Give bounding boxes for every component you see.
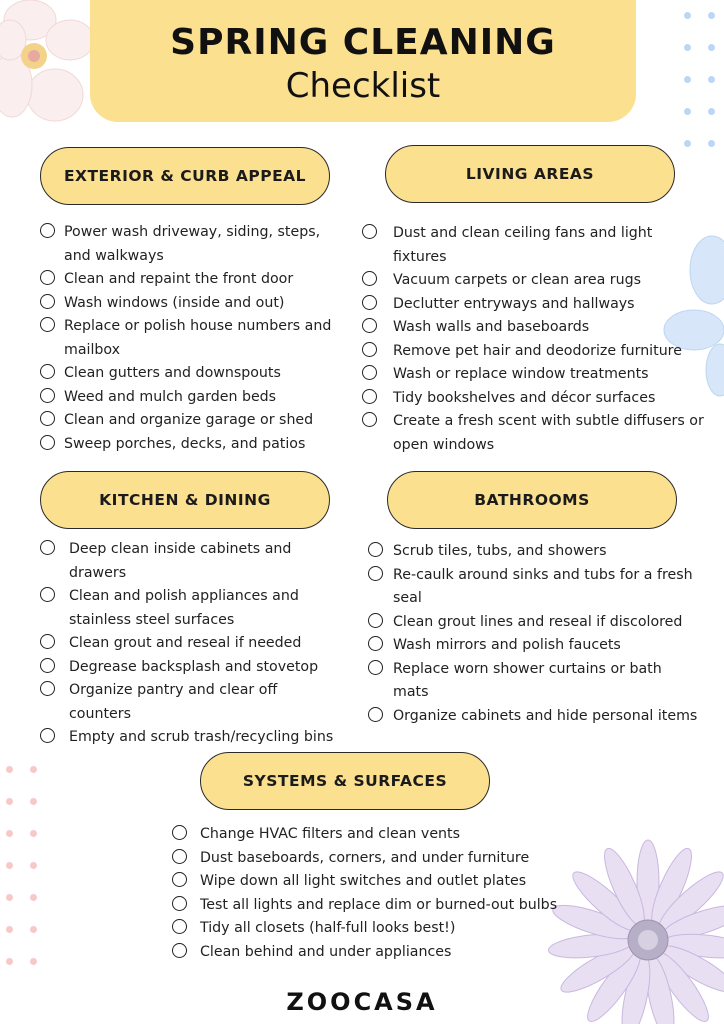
checkbox-circle-icon[interactable] <box>40 388 55 403</box>
checklist-bathrooms <box>368 540 698 728</box>
checkbox-circle-icon[interactable] <box>40 540 55 555</box>
checkbox-circle-icon[interactable] <box>368 613 383 628</box>
checkbox-circle-icon[interactable] <box>40 634 55 649</box>
list-item[interactable]: Sweep porches, decks, and patios <box>40 433 340 457</box>
list-item[interactable]: Wash windows (inside and out) <box>40 292 340 316</box>
checkbox-circle-icon[interactable] <box>40 411 55 426</box>
checkbox-circle-icon[interactable] <box>362 342 377 357</box>
title-banner <box>90 0 636 122</box>
checkbox-circle-icon[interactable] <box>40 294 55 309</box>
list-item[interactable]: Remove pet hair and deodorize furniture <box>362 340 707 364</box>
list-item[interactable]: Clean grout lines and reseal if discolored <box>368 611 698 635</box>
checkbox-circle-icon[interactable] <box>368 542 383 557</box>
checkbox-circle-icon[interactable] <box>172 825 187 840</box>
list-item[interactable]: Empty and scrub trash/recycling bins <box>40 726 340 750</box>
checklist-exterior <box>40 221 340 456</box>
checklist-kitchen-dining <box>40 538 340 750</box>
checkbox-circle-icon[interactable] <box>172 943 187 958</box>
section-header-kitchen-dining: KITCHEN & DINING <box>40 471 330 529</box>
checkbox-circle-icon[interactable] <box>40 587 55 602</box>
list-item[interactable]: Power wash driveway, siding, steps, and walkways <box>40 221 340 268</box>
checkbox-circle-icon[interactable] <box>172 872 187 887</box>
list-item[interactable]: Tidy bookshelves and décor surfaces <box>362 387 707 411</box>
page-title: SPRING CLEANING <box>170 22 556 63</box>
list-item[interactable]: Wipe down all light switches and outlet plates <box>172 870 572 894</box>
section-header-systems-surfaces: SYSTEMS & SURFACES <box>200 752 490 810</box>
list-item[interactable]: Declutter entryways and hallways <box>362 293 707 317</box>
list-item[interactable]: Replace worn shower curtains or bath mats <box>368 658 698 705</box>
list-item[interactable]: Deep clean inside cabinets and drawers <box>40 538 340 585</box>
list-item[interactable]: Clean behind and under appliances <box>172 941 572 965</box>
list-item[interactable]: Change HVAC filters and clean vents <box>172 823 572 847</box>
checkbox-circle-icon[interactable] <box>172 919 187 934</box>
list-item[interactable]: Clean gutters and downspouts <box>40 362 340 386</box>
checkbox-circle-icon[interactable] <box>172 849 187 864</box>
list-item[interactable]: Dust and clean ceiling fans and light fixtures <box>362 222 707 269</box>
checkbox-circle-icon[interactable] <box>362 224 377 239</box>
section-header-exterior: EXTERIOR & CURB APPEAL <box>40 147 330 205</box>
checkbox-circle-icon[interactable] <box>362 412 377 427</box>
checkbox-circle-icon[interactable] <box>362 318 377 333</box>
checkbox-circle-icon[interactable] <box>362 389 377 404</box>
section-header-living-areas: LIVING AREAS <box>385 145 675 203</box>
list-item[interactable]: Re-caulk around sinks and tubs for a fresh seal <box>368 564 698 611</box>
checkbox-circle-icon[interactable] <box>172 896 187 911</box>
list-item[interactable]: Wash or replace window treatments <box>362 363 707 387</box>
list-item[interactable]: Vacuum carpets or clean area rugs <box>362 269 707 293</box>
checkbox-circle-icon[interactable] <box>40 223 55 238</box>
checklist-living-areas <box>362 222 707 457</box>
list-item[interactable]: Clean and polish appliances and stainless steel surfaces <box>40 585 340 632</box>
list-item[interactable]: Clean grout and reseal if needed <box>40 632 340 656</box>
list-item[interactable]: Test all lights and replace dim or burned-out bulbs <box>172 894 572 918</box>
list-item[interactable]: Create a fresh scent with subtle diffusers or open windows <box>362 410 707 457</box>
list-item[interactable]: Tidy all closets (half-full looks best!) <box>172 917 572 941</box>
flower-top-left-decoration <box>0 0 100 140</box>
list-item[interactable]: Organize pantry and clear off counters <box>40 679 340 726</box>
list-item[interactable]: Clean and repaint the front door <box>40 268 340 292</box>
checkbox-circle-icon[interactable] <box>40 317 55 332</box>
page-subtitle: Checklist <box>285 66 441 106</box>
checkbox-circle-icon[interactable] <box>362 295 377 310</box>
checkbox-circle-icon[interactable] <box>40 658 55 673</box>
checkbox-circle-icon[interactable] <box>40 728 55 743</box>
checkbox-circle-icon[interactable] <box>368 707 383 722</box>
checkbox-circle-icon[interactable] <box>40 270 55 285</box>
list-item[interactable]: Wash walls and baseboards <box>362 316 707 340</box>
checkbox-circle-icon[interactable] <box>368 636 383 651</box>
checkbox-circle-icon[interactable] <box>40 681 55 696</box>
checkbox-circle-icon[interactable] <box>40 435 55 450</box>
checkbox-circle-icon[interactable] <box>362 271 377 286</box>
checkbox-circle-icon[interactable] <box>40 364 55 379</box>
list-item[interactable]: Degrease backsplash and stovetop <box>40 656 340 680</box>
list-item[interactable]: Replace or polish house numbers and mailbox <box>40 315 340 362</box>
checkbox-circle-icon[interactable] <box>368 660 383 675</box>
list-item[interactable]: Weed and mulch garden beds <box>40 386 340 410</box>
dot-grid-left <box>4 762 44 972</box>
section-header-bathrooms: BATHROOMS <box>387 471 677 529</box>
dot-grid-top-right <box>680 8 720 148</box>
list-item[interactable]: Organize cabinets and hide personal items <box>368 705 698 729</box>
checkbox-circle-icon[interactable] <box>362 365 377 380</box>
list-item[interactable]: Scrub tiles, tubs, and showers <box>368 540 698 564</box>
list-item[interactable]: Dust baseboards, corners, and under furniture <box>172 847 572 871</box>
checkbox-circle-icon[interactable] <box>368 566 383 581</box>
list-item[interactable]: Wash mirrors and polish faucets <box>368 634 698 658</box>
zoocasa-logo: ZOOCASA <box>286 988 438 1016</box>
list-item[interactable]: Clean and organize garage or shed <box>40 409 340 433</box>
checklist-systems-surfaces <box>172 823 572 964</box>
